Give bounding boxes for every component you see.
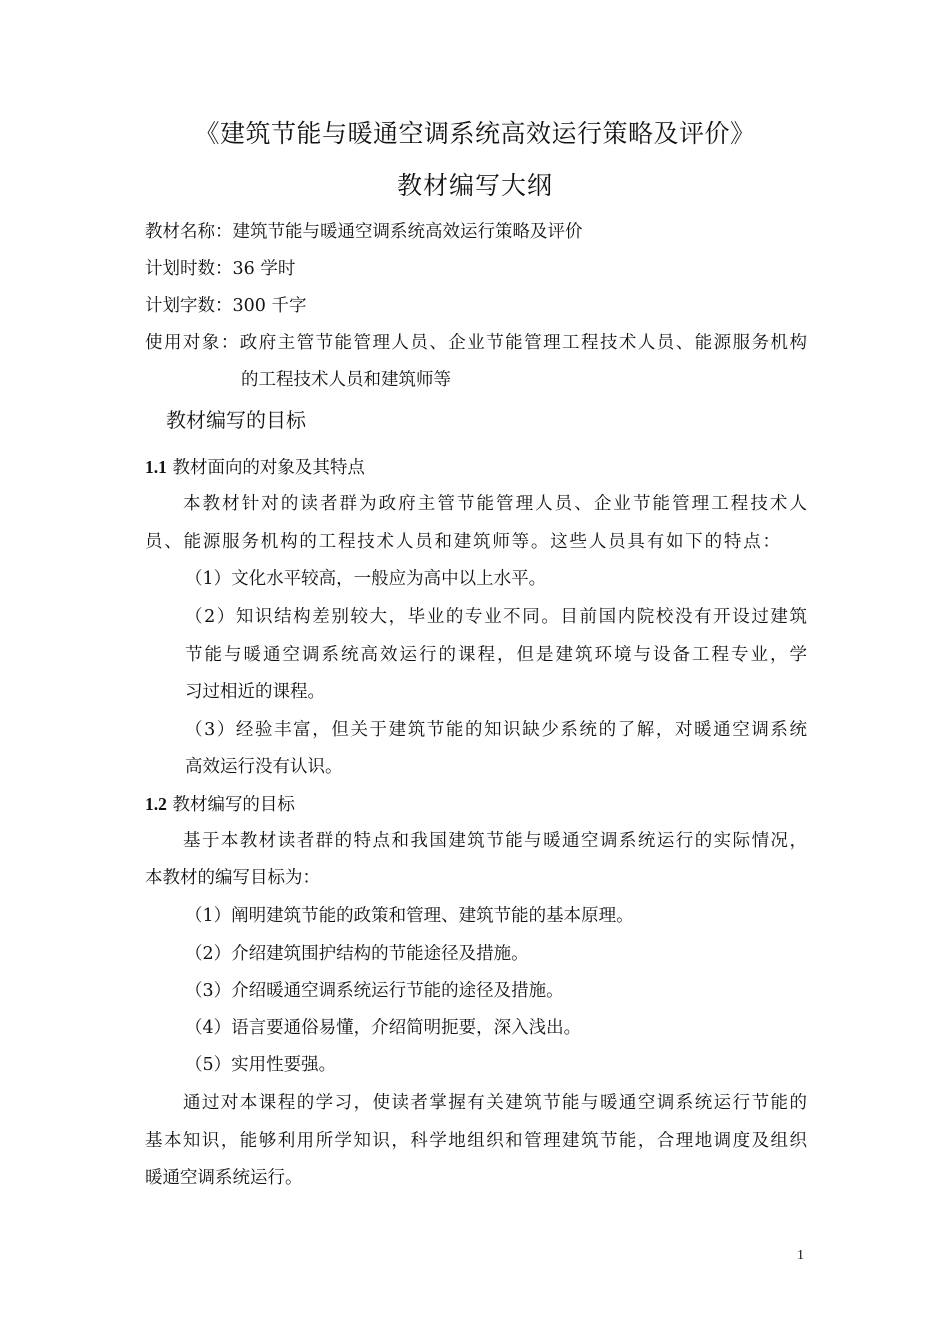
- s2-item2: （2）介绍建筑围护结构的节能途径及措施。: [185, 944, 529, 964]
- s2-intro-line1: 基于本教材读者群的特点和我国建筑节能与暖通空调系统运行的实际情况，: [183, 831, 807, 851]
- s2-closing-line1: 通过对本课程的学习，使读者掌握有关建筑节能与暖通空调系统运行节能的: [183, 1093, 807, 1113]
- s1-item2-line2: 节能与暖通空调系统高效运行的课程，但是建筑环境与设备工程专业，学: [185, 645, 807, 665]
- document-title: 《建筑节能与暖通空调系统高效运行策略及评价》: [194, 119, 756, 148]
- s1-intro-line1: 本教材针对的读者群为政府主管节能管理人员、企业节能管理工程技术人: [183, 494, 807, 514]
- s2-item3: （3）介绍暖通空调系统运行节能的途径及措施。: [185, 981, 564, 1001]
- page-number: 1: [797, 1248, 804, 1263]
- s2-item4: （4）语言要通俗易懂，介绍简明扼要，深入浅出。: [185, 1018, 582, 1038]
- section-heading: 教材编写的目标: [166, 408, 306, 432]
- document-subtitle: 教材编写大纲: [396, 171, 553, 200]
- s1-item3-line2: 高效运行没有认识。: [185, 757, 343, 777]
- info-name: 教材名称：建筑节能与暖通空调系统高效运行策略及评价: [145, 222, 583, 242]
- s1-intro-line2: 员、能源服务机构的工程技术人员和建筑师等。这些人员具有如下的特点：: [145, 532, 780, 552]
- subsection-1-2-title: 教材编写的目标: [166, 795, 295, 815]
- subsection-1-2-heading: [145, 792, 295, 817]
- subsection-1-1-number: 1.1: [145, 457, 167, 477]
- s2-closing-line3: 暖通空调系统运行。: [145, 1168, 303, 1188]
- subsection-1-1-title: 教材面向的对象及其特点: [166, 458, 365, 478]
- subsection-1-1-heading: [145, 455, 365, 480]
- info-audience-line1: 使用对象：政府主管节能管理人员、企业节能管理工程技术人员、能源服务机构: [145, 333, 807, 353]
- s2-item1: （1）阐明建筑节能的政策和管理、建筑节能的基本原理。: [185, 906, 634, 926]
- info-hours: 计划时数：36 学时: [145, 259, 296, 279]
- info-audience-line2: 的工程技术人员和建筑师等: [241, 370, 451, 390]
- s1-item1: （1）文化水平较高，一般应为高中以上水平。: [185, 569, 547, 589]
- s2-item5: （5）实用性要强。: [185, 1055, 337, 1075]
- s2-closing-line2: 基本知识，能够利用所学知识，科学地组织和管理建筑节能，合理地调度及组织: [145, 1131, 807, 1151]
- info-words: 计划字数：300 千字: [145, 296, 307, 316]
- s1-item2-line3: 习过相近的课程。: [185, 682, 325, 702]
- subsection-1-2-number: 1.2: [145, 794, 167, 814]
- s1-item3-line1: （3）经验丰富，但关于建筑节能的知识缺少系统的了解，对暖通空调系统: [185, 720, 807, 740]
- s1-item2-line1: （2）知识结构差别较大，毕业的专业不同。目前国内院校没有开设过建筑: [185, 607, 807, 627]
- s2-intro-line2: 本教材的编写目标为：: [145, 868, 320, 888]
